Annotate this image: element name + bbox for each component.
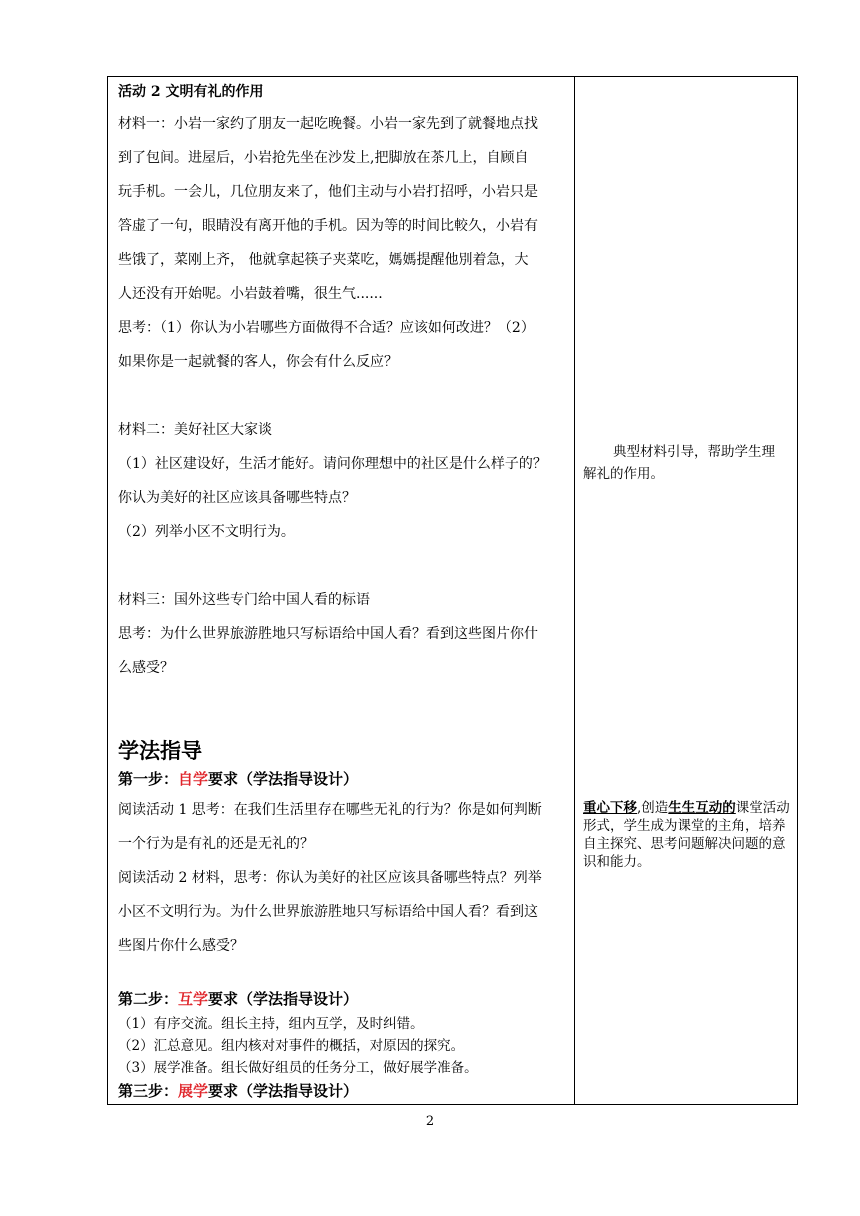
notes-cell	[575, 77, 798, 1105]
material-3-line: 材料三：国外这些专门给中国人看的标语	[118, 592, 370, 608]
step-1-line: 阅读活动 1 思考：在我们生活里存在哪些无礼的行为？你是如何判断	[118, 802, 542, 818]
material-1	[118, 107, 564, 311]
step-1-body	[118, 793, 564, 963]
step-2-line: （3）展学准备。组长做好组员的任务分工，做好展学准备。	[118, 1060, 478, 1076]
note-2-mid: ,创造	[637, 800, 669, 816]
think-1-line: 思考：（1）你认为小岩哪些方面做得不合适？应该如何改进？（2）	[118, 320, 535, 336]
step-2-keyword: 互学	[178, 990, 209, 1008]
material-1-line: 人还没有开始呢。小岩鼓着嘴，很生气......	[118, 286, 383, 302]
step-2-line: （2）汇总意见。组内核对对事件的概括，对原因的探究。	[118, 1038, 465, 1054]
step-3-suffix: 要求（学法指导设计）	[208, 1082, 359, 1100]
step-1-line: 小区不文明行为。为什么世界旅游胜地只写标语给中国人看？看到这	[118, 904, 538, 920]
note-interaction	[583, 799, 793, 871]
step-2-line: （1）有序交流。组长主持，组内互学，及时纠错。	[118, 1016, 424, 1032]
lesson-table	[107, 76, 798, 1105]
think-1-line: 如果你是一起就餐的客人，你会有什么反应？	[118, 354, 398, 370]
step-1-suffix: 要求（学法指导设计）	[208, 770, 359, 788]
step-2-suffix: 要求（学法指导设计）	[208, 990, 359, 1008]
step-1-heading	[118, 765, 564, 793]
step-3-keyword: 展学	[178, 1082, 209, 1100]
content-cell	[108, 77, 575, 1105]
material-2-line: （1）社区建设好，生活才能好。请问你理想中的社区是什么样子的？	[118, 456, 547, 472]
material-2-line: 你认为美好的社区应该具备哪些特点？	[118, 490, 356, 506]
note-material-guidance	[583, 441, 789, 485]
note-2-underlined-2: 生生互动的	[668, 800, 736, 816]
step-1-prefix: 第一步：	[118, 770, 179, 788]
material-2-line: 材料二：美好社区大家谈	[118, 422, 272, 438]
material-1-line: 玩手机。一会儿，几位朋友来了，他们主动与小岩打招呼，小岩只是	[118, 184, 538, 200]
note-2-rest: 课堂活动形式，学生成为课堂的主角，培养自主探究、思考问题解决问题的意识和能力。	[583, 800, 790, 870]
material-3-line: 么感受？	[118, 660, 174, 676]
note-1-line-2: 解礼的作用。	[583, 466, 664, 482]
step-1-line: 一个行为是有礼的还是无礼的？	[118, 836, 314, 852]
step-2-body	[118, 1013, 564, 1079]
material-1-line: 材料一：小岩一家约了朋友一起吃晚餐。小岩一家先到了就餐地点找	[118, 116, 538, 132]
guide-heading: 学法指导	[118, 739, 202, 763]
step-3-prefix: 第三步：	[118, 1082, 179, 1100]
step-2-prefix: 第二步：	[118, 990, 179, 1008]
page-number: 2	[425, 1114, 435, 1129]
material-1-line: 些饿了，菜刚上齐， 他就拿起筷子夹菜吃，媽媽提醒他別着急，大	[118, 252, 529, 268]
step-2-heading	[118, 985, 564, 1013]
material-1-line: 答虚了一句，眼睛没有离开他的手机。因为等的时间比較久，小岩有	[118, 218, 538, 234]
step-1-line: 阅读活动 2 材料，思考：你认为美好的社区应该具备哪些特点？列举	[118, 870, 542, 886]
material-3	[118, 583, 564, 685]
material-1-line: 到了包间。进屋后，小岩抢先坐在沙发上,把脚放在茶几上，自顾自	[118, 150, 529, 166]
step-1-keyword: 自学	[178, 770, 209, 788]
activity-title: 活动 2 文明有礼的作用	[118, 84, 264, 100]
note-1-line-1: 典型材料引导，帮助学生理	[613, 444, 775, 460]
material-3-line: 思考：为什么世界旅游胜地只写标语给中国人看？看到这些图片你什	[118, 626, 538, 642]
step-3-heading	[118, 1079, 564, 1103]
step-1-line: 些图片你什么感受？	[118, 938, 244, 954]
note-2-underlined-1: 重心下移	[583, 800, 637, 816]
material-2-line: （2）列举小区不文明行为。	[118, 524, 295, 540]
material-2	[118, 413, 564, 549]
think-1	[118, 311, 564, 379]
